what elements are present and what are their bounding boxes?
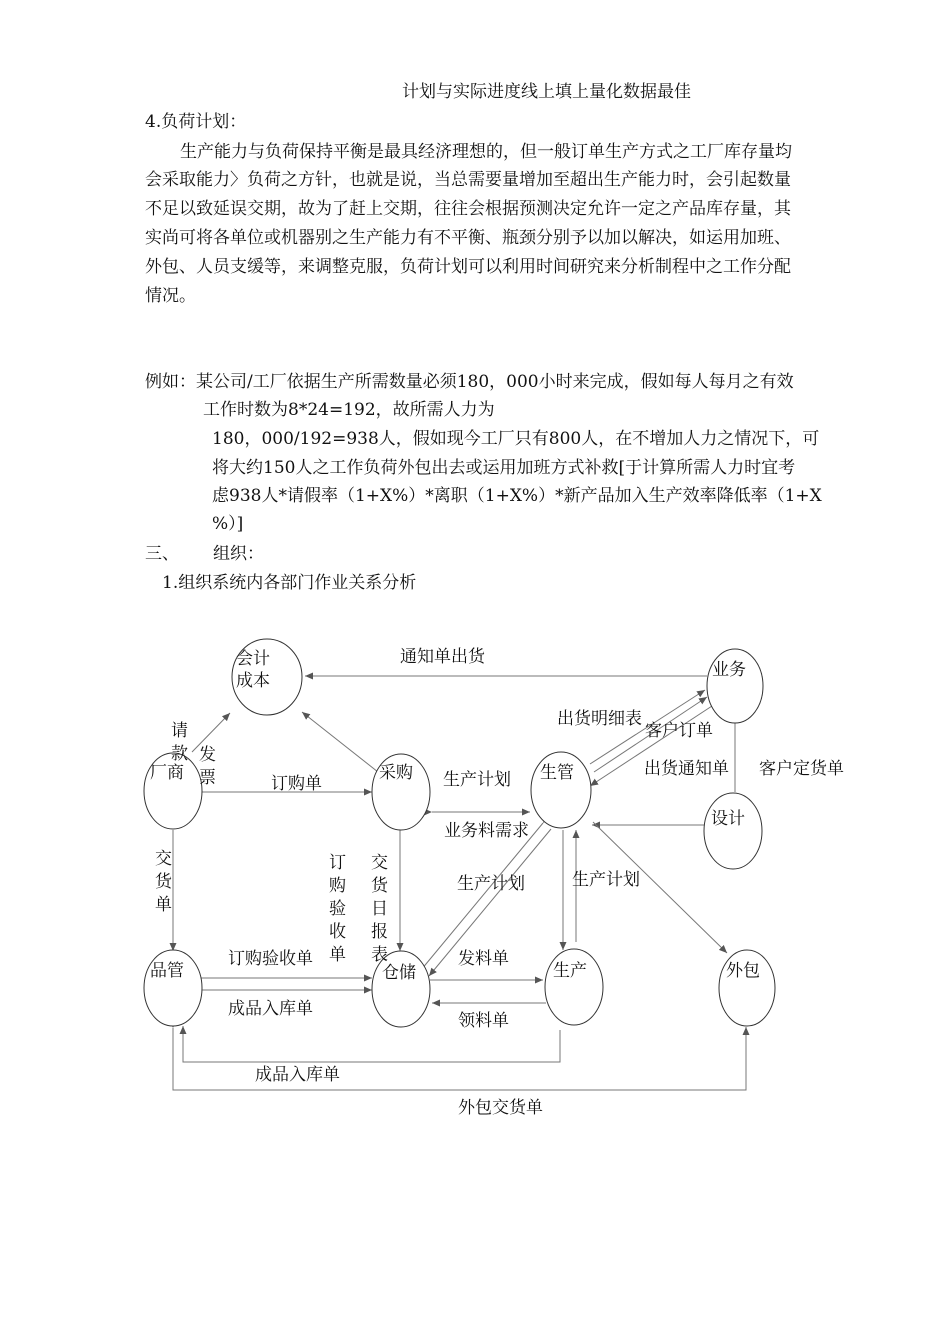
- example-line: 将大约150人之工作负荷外包出去或运用加班方式补救[于计算所需人力时宜考: [212, 458, 796, 478]
- example-line: 工作时数为8*24=192，故所需人力为: [203, 400, 495, 420]
- example-line: 例如：某公司/工厂依据生产所需数量必须180，000小时来完成，假如每人每月之有效: [145, 372, 794, 392]
- section-4-title: 4.负荷计划：: [145, 112, 247, 132]
- edge-prodmgmt-warehouse-1: [421, 823, 543, 970]
- subsection-1-title: 1.组织系统内各部门作业关系分析: [162, 573, 417, 593]
- label-production-plan-2: 生产计划: [457, 874, 525, 894]
- edge-purchasing-to-accounting: [302, 712, 378, 772]
- label-delivery-daily-report: 交货日报表: [371, 853, 388, 965]
- label-material-requirement: 业务料需求: [444, 821, 529, 841]
- node-design: [704, 793, 762, 869]
- label-production-plan-1: 生产计划: [443, 770, 511, 790]
- label-po-inspection: 订购验收单: [228, 949, 313, 969]
- label-request-payment: 请款: [171, 721, 188, 764]
- label-issue-note: 发料单: [458, 949, 509, 969]
- node-sales-label: 业务: [712, 660, 746, 680]
- label-finished-goods-2: 成品入库单: [255, 1065, 340, 1085]
- section-3-number: 三、: [145, 544, 179, 564]
- label-production-plan-3: 生产计划: [572, 870, 640, 890]
- node-design-label: 设计: [711, 809, 745, 829]
- node-vendor-label: 厂商: [150, 763, 184, 783]
- node-outsource-label: 外包: [726, 961, 760, 981]
- edge-production-to-qc: [183, 1026, 560, 1062]
- label-notify-ship: 通知单出货: [400, 647, 485, 667]
- paragraph-line: 会采取能力〉负荷之方针，也就是说，当总需要量增加至超出生产能力时，会引起数量: [145, 170, 791, 190]
- label-finished-goods-1: 成品入库单: [228, 999, 313, 1019]
- label-pick-note: 领料单: [458, 1011, 509, 1031]
- node-production-label: 生产: [553, 961, 587, 981]
- example-line: %）]: [212, 514, 244, 534]
- label-purchase-order: 订购单: [271, 774, 322, 794]
- paragraph-line: 生产能力与负荷保持平衡是最具经济理想的，但一般订单生产方式之工厂库存量均: [180, 142, 792, 162]
- paragraph-line: 不足以致延误交期，故为了赶上交期，往往会根据预测决定允许一定之产品库存量，其: [145, 199, 791, 219]
- node-production-mgmt-label: 生管: [540, 763, 574, 783]
- label-ship-notice: 出货通知单: [644, 759, 729, 779]
- label-shipment-detail: 出货明细表: [557, 709, 642, 729]
- note-line: 计划与实际进度线上填上量化数据最佳: [402, 82, 691, 102]
- section-3-title: 组织：: [213, 544, 264, 564]
- label-delivery-note: 交货单: [155, 849, 172, 915]
- paragraph-line: 实尚可将各单位或机器别之生产能力有不平衡、瓶颈分别予以加以解决，如运用加班、: [145, 228, 791, 248]
- example-line: 虑938人*请假率（1+X%）*离职（1+X%）*新产品加入生产效率降低率（1+X: [212, 486, 822, 506]
- label-invoice: 发票: [199, 745, 216, 788]
- node-qc-label: 品管: [150, 961, 184, 981]
- label-po-inspection-vertical: 订购验收单: [329, 853, 346, 965]
- label-customer-booking: 客户定货单: [759, 759, 844, 779]
- example-line: 180，000/192=938人，假如现今工厂只有800人，在不增加人力之情况下，可: [212, 429, 820, 449]
- paragraph-line: 情况。: [145, 286, 196, 306]
- label-outsource-delivery: 外包交货单: [458, 1098, 543, 1118]
- label-customer-order: 客户订单: [645, 721, 713, 741]
- paragraph-line: 外包、人员支缓等，来调整克服，负荷计划可以利用时间研究来分析制程中之工作分配: [145, 257, 791, 277]
- node-warehouse-label: 仓储: [382, 963, 416, 983]
- node-purchasing-label: 采购: [379, 763, 413, 783]
- node-accounting-label: 会计成本: [236, 649, 270, 691]
